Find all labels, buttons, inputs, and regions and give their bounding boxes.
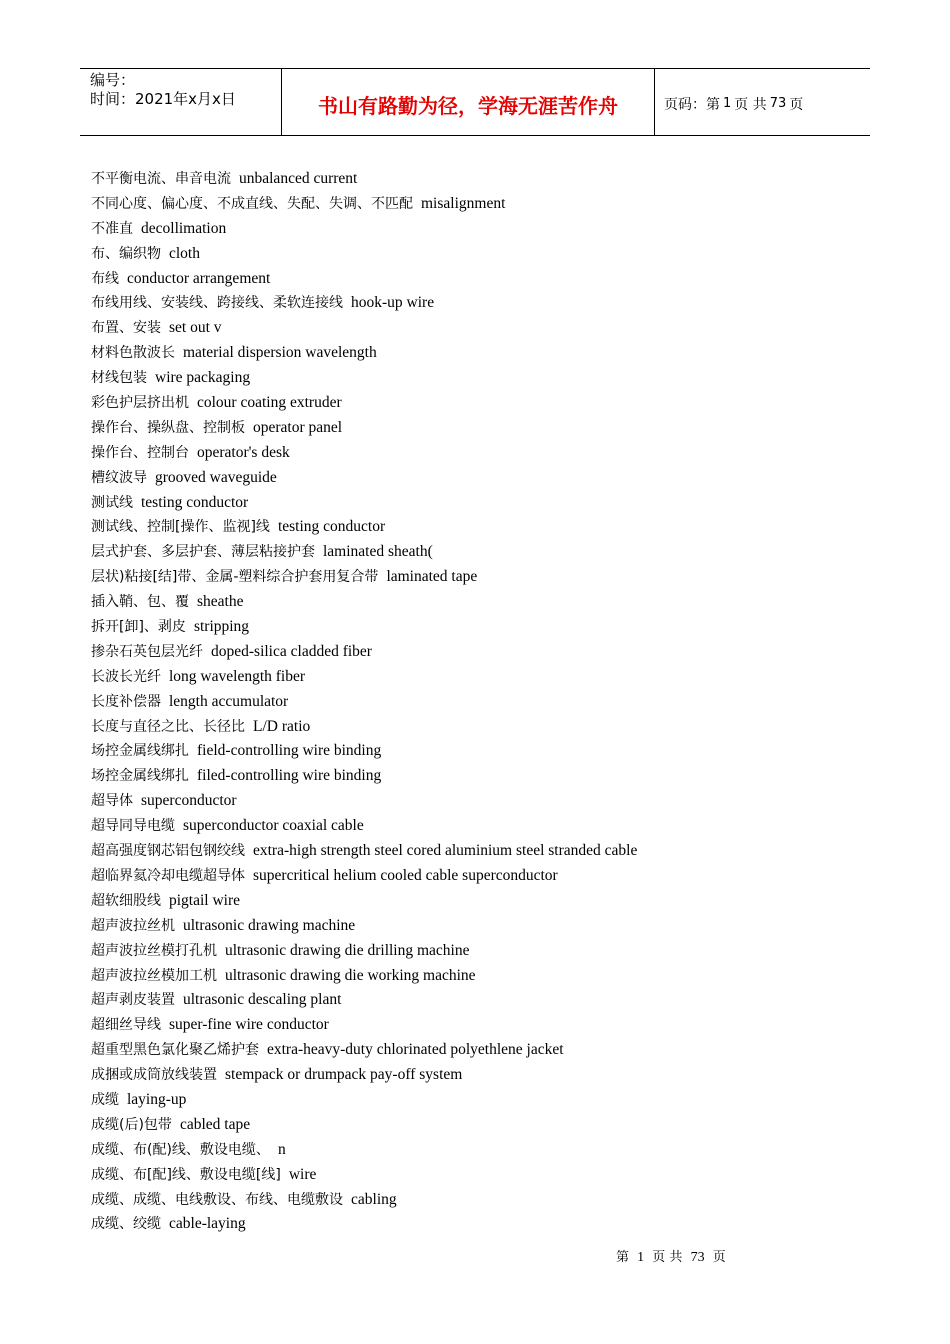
header-meta	[90, 71, 236, 109]
entry-english-term: stripping	[193, 618, 250, 636]
entry-english-term: wire	[288, 1165, 317, 1183]
entry-chinese-term: 操作台、控制台	[91, 444, 189, 461]
glossary-entry	[91, 366, 637, 391]
header-page-total: 73	[769, 96, 787, 111]
glossary-entry	[91, 291, 637, 316]
entry-english-term: material dispersion wavelength	[183, 344, 377, 362]
entry-chinese-term: 场控金属线绑扎	[91, 768, 189, 785]
glossary-entry	[91, 864, 637, 889]
glossary-entry	[91, 267, 637, 292]
entry-chinese-term: 布、编织物	[91, 245, 161, 262]
glossary-entry	[91, 615, 637, 640]
footer-page-total: 73	[690, 1250, 705, 1265]
entry-chinese-term: 长波长光纤	[91, 668, 161, 685]
entry-chinese-term: 超声波拉丝模打孔机	[91, 942, 217, 959]
entry-chinese-term: 成缆、布[配]线、敷设电缆[线]	[91, 1166, 281, 1183]
entry-chinese-term: 测试线	[91, 494, 133, 511]
glossary-entry	[91, 739, 637, 764]
entry-english-term: set out v	[169, 319, 222, 337]
glossary-entry	[91, 715, 637, 740]
glossary-entry	[91, 341, 637, 366]
entry-chinese-term: 成缆、绞缆	[91, 1216, 161, 1233]
entry-chinese-term: 成缆(后)包带	[91, 1116, 172, 1133]
glossary-entry	[91, 1212, 637, 1237]
header-divider-right	[654, 69, 655, 135]
glossary-entry	[91, 1138, 637, 1163]
entry-chinese-term: 层式护套、多层护套、薄层粘接护套	[91, 544, 315, 561]
entry-english-term: doped-silica cladded fiber	[211, 642, 372, 660]
entry-chinese-term: 场控金属线绑扎	[91, 743, 189, 760]
glossary-entry	[91, 988, 637, 1013]
footer-mid: 页 共	[652, 1250, 683, 1265]
entry-english-term: cabling	[351, 1190, 397, 1208]
header-motto: 书山有路勤为径，学海无涯苦作舟	[318, 93, 618, 118]
entry-chinese-term: 材料色散波长	[91, 345, 175, 362]
entry-chinese-term: 成缆、布(配)线、敷设电缆、	[91, 1141, 270, 1158]
glossary-entry	[91, 590, 637, 615]
entry-english-term: long wavelength fiber	[169, 667, 306, 685]
glossary-entry	[91, 665, 637, 690]
glossary-entry	[91, 789, 637, 814]
glossary-entry	[91, 1063, 637, 1088]
entry-chinese-term: 层状)粘接[结]带、金属-塑料综合护套用复合带	[91, 569, 379, 586]
entry-english-term: length accumulator	[169, 692, 289, 710]
entry-english-term: ultrasonic drawing die working machine	[225, 966, 476, 984]
entry-chinese-term: 超重型黑色氯化聚乙烯护套	[91, 1042, 259, 1059]
entry-english-term: L/D ratio	[253, 717, 311, 735]
entry-english-term: conductor arrangement	[127, 269, 271, 287]
glossary-list	[91, 167, 637, 1237]
entry-chinese-term: 材线包装	[91, 370, 147, 387]
entry-english-term: decollimation	[141, 219, 227, 237]
entry-chinese-term: 超声波拉丝机	[91, 917, 175, 934]
document-time-label: 时间：2021年x月x日	[90, 90, 236, 108]
entry-english-term: ultrasonic drawing machine	[183, 916, 356, 934]
entry-english-term: filed-controlling wire binding	[197, 767, 382, 785]
entry-chinese-term: 掺杂石英包层光纤	[91, 643, 203, 660]
glossary-entry	[91, 764, 637, 789]
entry-chinese-term: 布置、安装	[91, 320, 161, 337]
header-page-mid: 页 共	[734, 96, 767, 113]
entry-chinese-term: 不平衡电流、串音电流	[91, 171, 231, 187]
page-header	[80, 68, 870, 136]
glossary-entry	[91, 540, 637, 565]
entry-english-term: extra-high strength steel cored aluminium steel stranded cable	[253, 842, 638, 860]
glossary-entry	[91, 391, 637, 416]
glossary-entry	[91, 1113, 637, 1138]
glossary-entry	[91, 814, 637, 839]
entry-chinese-term: 超高强度钢芯铝包钢绞线	[91, 843, 245, 860]
glossary-entry	[91, 217, 637, 242]
entry-chinese-term: 彩色护层挤出机	[91, 395, 189, 412]
entry-english-term: sheathe	[197, 593, 244, 611]
entry-english-term: unbalanced current	[239, 170, 358, 187]
entry-chinese-term: 操作台、操纵盘、控制板	[91, 419, 245, 436]
footer-suffix: 页	[712, 1250, 726, 1265]
entry-chinese-term: 布线	[91, 270, 119, 287]
entry-chinese-term: 超临界氦冷却电缆超导体	[91, 867, 245, 884]
entry-english-term: superconductor coaxial cable	[183, 817, 364, 835]
entry-english-term: field-controlling wire binding	[197, 742, 382, 760]
glossary-entry	[91, 1038, 637, 1063]
entry-english-term: n	[277, 1140, 286, 1158]
header-page-info	[664, 69, 803, 135]
entry-chinese-term: 拆开[卸]、剥皮	[91, 619, 186, 636]
entry-chinese-term: 超软细股线	[91, 892, 161, 909]
entry-chinese-term: 成捆或成筒放线装置	[91, 1067, 217, 1084]
entry-english-term: stempack or drumpack pay-off system	[225, 1066, 463, 1084]
entry-english-term: grooved waveguide	[155, 468, 277, 486]
entry-english-term: pigtail wire	[169, 891, 241, 909]
entry-english-term: testing conductor	[277, 518, 386, 536]
glossary-entry	[91, 839, 637, 864]
glossary-entry	[91, 491, 637, 516]
glossary-entry	[91, 441, 637, 466]
glossary-entry	[91, 316, 637, 341]
document-number-label: 编号：	[90, 71, 136, 89]
entry-chinese-term: 超导同导电缆	[91, 818, 175, 835]
glossary-entry	[91, 1188, 637, 1213]
glossary-entry	[91, 1163, 637, 1188]
glossary-entry	[91, 889, 637, 914]
entry-chinese-term: 成缆	[91, 1091, 119, 1108]
entry-chinese-term: 成缆、成缆、电线敷设、布线、电缆敷设	[91, 1191, 343, 1208]
entry-chinese-term: 不准直	[91, 220, 133, 237]
entry-english-term: operator panel	[253, 418, 343, 436]
entry-chinese-term: 不同心度、偏心度、不成直线、失配、失调、不匹配	[91, 195, 413, 212]
header-page-current: 1	[723, 96, 732, 111]
header-page-prefix: 页码：第	[664, 96, 720, 113]
entry-english-term: laminated sheath(	[323, 543, 433, 561]
glossary-entry	[91, 914, 637, 939]
entry-english-term: ultrasonic descaling plant	[183, 991, 342, 1009]
entry-chinese-term: 超细丝导线	[91, 1017, 161, 1034]
glossary-entry	[91, 690, 637, 715]
entry-english-term: extra-heavy-duty chlorinated polyethlene jacket	[267, 1041, 564, 1059]
glossary-entry	[91, 167, 637, 192]
glossary-entry	[91, 964, 637, 989]
entry-english-term: cloth	[169, 244, 200, 262]
entry-english-term: super-fine wire conductor	[169, 1016, 329, 1034]
entry-english-term: colour coating extruder	[197, 394, 342, 412]
entry-chinese-term: 长度与直径之比、长径比	[91, 718, 245, 735]
footer-page-current: 1	[637, 1250, 645, 1265]
entry-english-term: hook-up wire	[351, 294, 435, 312]
entry-english-term: operator's desk	[197, 443, 290, 461]
entry-chinese-term: 槽纹波导	[91, 469, 147, 486]
entry-english-term: cabled tape	[179, 1115, 251, 1133]
entry-english-term: superconductor	[141, 792, 237, 810]
glossary-entry	[91, 416, 637, 441]
entry-chinese-term: 超声剥皮装置	[91, 992, 175, 1009]
header-page-suffix: 页	[789, 96, 804, 113]
footer-prefix: 第	[616, 1250, 630, 1265]
glossary-entry	[91, 242, 637, 267]
entry-english-term: laminated tape	[386, 568, 478, 586]
entry-english-term: testing conductor	[141, 493, 249, 511]
page-footer	[616, 1246, 726, 1266]
entry-chinese-term: 测试线、控制[操作、监视]线	[91, 519, 270, 536]
entry-chinese-term: 超声波拉丝模加工机	[91, 967, 217, 984]
glossary-entry	[91, 466, 637, 491]
glossary-entry	[91, 565, 637, 590]
entry-english-term: laying-up	[127, 1090, 187, 1108]
glossary-entry	[91, 192, 637, 217]
entry-english-term: cable-laying	[169, 1215, 246, 1233]
entry-chinese-term: 长度补偿器	[91, 693, 161, 710]
glossary-entry	[91, 939, 637, 964]
glossary-entry	[91, 515, 637, 540]
entry-chinese-term: 超导体	[91, 793, 133, 810]
entry-english-term: misalignment	[421, 194, 506, 212]
glossary-entry	[91, 1088, 637, 1113]
glossary-entry	[91, 1013, 637, 1038]
entry-chinese-term: 布线用线、安装线、跨接线、柔软连接线	[91, 295, 343, 312]
glossary-entry	[91, 640, 637, 665]
entry-english-term: ultrasonic drawing die drilling machine	[225, 941, 470, 959]
entry-english-term: supercritical helium cooled cable superconductor	[253, 866, 558, 884]
entry-chinese-term: 插入鞘、包、覆	[91, 594, 189, 611]
entry-english-term: wire packaging	[155, 369, 251, 387]
